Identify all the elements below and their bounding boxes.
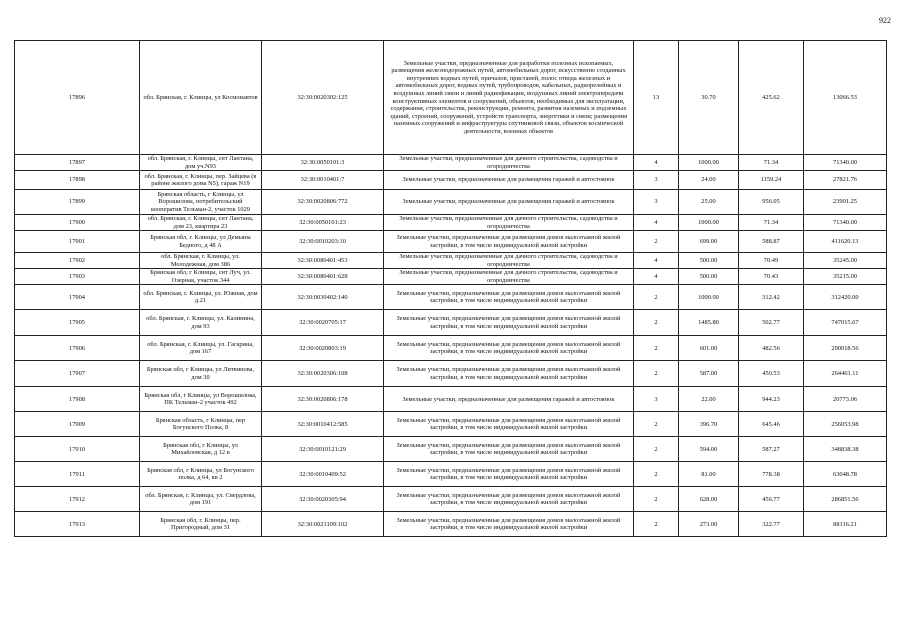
- group-cell: 2: [634, 285, 679, 310]
- row-number: 17902: [15, 253, 140, 269]
- cadastral-number-cell: 32:30:0010121:29: [262, 437, 384, 462]
- specific-value-cell: 312.42: [739, 285, 804, 310]
- area-cell: 1485.80: [679, 310, 739, 336]
- cadastral-number-cell: 32:30:0030402:140: [262, 285, 384, 310]
- table-row: [15, 231, 887, 253]
- area-cell: 25.00: [679, 190, 739, 215]
- table-row: [15, 387, 887, 412]
- land-use-cell: Земельные участки, предназначенные для размещения домов малоэтажной жилой застройки, в том числе индивидуальной жилой застройки: [384, 462, 634, 487]
- group-cell: 2: [634, 512, 679, 537]
- group-cell: 2: [634, 231, 679, 253]
- row-number: 17900: [15, 215, 140, 231]
- address-cell: Брянская обл, г Клинцы, ул Михайловская, д 12 в: [140, 437, 262, 462]
- row-number: 17897: [15, 155, 140, 171]
- specific-value-cell: 944.23: [739, 387, 804, 412]
- row-number: 17904: [15, 285, 140, 310]
- land-use-cell: Земельные участки, предназначенные для дачного строительства, садоводства и огородничества: [384, 269, 634, 285]
- cadastral-value-cell: 290018.56: [804, 336, 887, 361]
- row-number: 17911: [15, 462, 140, 487]
- land-use-cell: Земельные участки, предназначенные для дачного строительства, садоводства и огородничества: [384, 155, 634, 171]
- cadastral-number-cell: 32:30:0020302:125: [262, 41, 384, 155]
- group-cell: 4: [634, 253, 679, 269]
- group-cell: 3: [634, 171, 679, 190]
- area-cell: 22.00: [679, 387, 739, 412]
- row-number: 17912: [15, 487, 140, 512]
- row-number: 17910: [15, 437, 140, 462]
- cadastral-value-cell: 264461.11: [804, 361, 887, 387]
- specific-value-cell: 502.77: [739, 310, 804, 336]
- group-cell: 2: [634, 412, 679, 437]
- cadastral-number-cell: 32:30:0010203:10: [262, 231, 384, 253]
- page-number: 922: [879, 16, 891, 25]
- address-cell: обл. Брянская, г. Клинцы, снт Лантана, дом уч.N93: [140, 155, 262, 171]
- cadastral-value-cell: 411620.13: [804, 231, 887, 253]
- cadastral-number-cell: 32:30:0080401:628: [262, 269, 384, 285]
- table-row: [15, 253, 887, 269]
- land-use-cell: Земельные участки, предназначенные для размещения домов малоэтажной жилой застройки, в том числе индивидуальной жилой застройки: [384, 512, 634, 537]
- cadastral-value-cell: 20773.06: [804, 387, 887, 412]
- row-number: 17896: [15, 41, 140, 155]
- table-row: [15, 437, 887, 462]
- group-cell: 2: [634, 361, 679, 387]
- cadastral-number-cell: 32:30:0080401:453: [262, 253, 384, 269]
- group-cell: 2: [634, 487, 679, 512]
- row-number: 17905: [15, 310, 140, 336]
- area-cell: 1000.00: [679, 285, 739, 310]
- cadastral-value-cell: 256053.98: [804, 412, 887, 437]
- table-row: [15, 462, 887, 487]
- cadastral-number-cell: 32:30:0010412:585: [262, 412, 384, 437]
- table-row: [15, 285, 887, 310]
- group-cell: 3: [634, 190, 679, 215]
- area-cell: 500.00: [679, 253, 739, 269]
- cadastral-value-cell: 88116.21: [804, 512, 887, 537]
- address-cell: обл. Брянская, г. Клинцы, ул. Калинина, дом 93: [140, 310, 262, 336]
- land-use-cell: Земельные участки, предназначенные для размещения гаражей и автостоянок: [384, 171, 634, 190]
- row-number: 17908: [15, 387, 140, 412]
- specific-value-cell: 456.77: [739, 487, 804, 512]
- table-row: [15, 215, 887, 231]
- specific-value-cell: 71.34: [739, 215, 804, 231]
- table-row: [15, 171, 887, 190]
- land-use-cell: Земельные участки, предназначенные для размещения домов малоэтажной жилой застройки, в том числе индивидуальной жилой застройки: [384, 285, 634, 310]
- land-use-cell: Земельные участки, предназначенные для размещения домов малоэтажной жилой застройки, в том числе индивидуальной жилой застройки: [384, 336, 634, 361]
- address-cell: Брянская обл, г Клинцы, ул Богунского полка, д 64, кв 2: [140, 462, 262, 487]
- cadastral-value-cell: 312420.00: [804, 285, 887, 310]
- specific-value-cell: 70.43: [739, 269, 804, 285]
- cadastral-value-cell: 23901.25: [804, 190, 887, 215]
- group-cell: 2: [634, 336, 679, 361]
- cadastral-value-cell: 348838.38: [804, 437, 887, 462]
- cadastral-value-cell: 35215.00: [804, 269, 887, 285]
- land-use-cell: Земельные участки, предназначенные для размещения домов малоэтажной жилой застройки, в том числе индивидуальной жилой застройки: [384, 231, 634, 253]
- specific-value-cell: 450.53: [739, 361, 804, 387]
- address-cell: Брянская обл, г. Клинцы, ул Демьяна Бедного, д 48 А: [140, 231, 262, 253]
- group-cell: 2: [634, 310, 679, 336]
- cadastral-number-cell: 32:30:0010409:52: [262, 462, 384, 487]
- cadastral-value-cell: 71340.00: [804, 155, 887, 171]
- row-number: 17909: [15, 412, 140, 437]
- area-cell: 594.00: [679, 437, 739, 462]
- cadastral-value-cell: 13066.53: [804, 41, 887, 155]
- cadastral-number-cell: 32:30:0020803:19: [262, 336, 384, 361]
- land-use-cell: Земельные участки, предназначенные для размещения домов малоэтажной жилой застройки, в том числе индивидуальной жилой застройки: [384, 412, 634, 437]
- table-row: [15, 512, 887, 537]
- area-cell: 273.00: [679, 512, 739, 537]
- area-cell: 24.00: [679, 171, 739, 190]
- table-row: [15, 269, 887, 285]
- address-cell: обл. Брянская, г. Клинцы, снт Лантана, дом 23, квартира 23: [140, 215, 262, 231]
- land-use-cell: Земельные участки, предназначенные для размещения домов малоэтажной жилой застройки, в том числе индивидуальной жилой застройки: [384, 487, 634, 512]
- address-cell: обл. Брянская, г. Клинцы, ул. Свердлова, дом 191: [140, 487, 262, 512]
- address-cell: Брянская область, г Клинцы, пер Богунского Полка, 8: [140, 412, 262, 437]
- cadastral-number-cell: 32:30:0020305:94: [262, 487, 384, 512]
- cadastral-number-cell: 32:30:0010401:7: [262, 171, 384, 190]
- area-cell: 81.00: [679, 462, 739, 487]
- land-use-cell: Земельные участки, предназначенные для размещения домов малоэтажной жилой застройки, в том числе индивидуальной жилой застройки: [384, 310, 634, 336]
- address-cell: Брянская обл, г Клинцы, ул Ворошилова, ПК Тельман-2 участок 492: [140, 387, 262, 412]
- area-cell: 1000.00: [679, 155, 739, 171]
- table-row: [15, 310, 887, 336]
- cadastral-number-cell: 32:30:0020705:17: [262, 310, 384, 336]
- address-cell: обл. Брянская, г. Клинцы, ул. Южная, дом д.21: [140, 285, 262, 310]
- address-cell: Брянская обл, г. Клинцы, пер. Пригородный, дом 31: [140, 512, 262, 537]
- row-number: 17898: [15, 171, 140, 190]
- table-row: [15, 41, 887, 155]
- land-use-cell: Земельные участки, предназначенные для размещения гаражей и автостоянок: [384, 387, 634, 412]
- specific-value-cell: 425.62: [739, 41, 804, 155]
- specific-value-cell: 70.49: [739, 253, 804, 269]
- cadastral-value-cell: 63048.78: [804, 462, 887, 487]
- cadastral-number-cell: 32:30:0020306:108: [262, 361, 384, 387]
- address-cell: Брянская обл, г Клинцы, снт Луч, ул. Озерная, участок 344: [140, 269, 262, 285]
- cadastral-value-table: [14, 40, 887, 537]
- specific-value-cell: 778.38: [739, 462, 804, 487]
- group-cell: 2: [634, 462, 679, 487]
- table-row: [15, 336, 887, 361]
- address-cell: обл. Брянская, г. Клинцы, пер. Зайцева (в районе жилого дома N5), гараж N19: [140, 171, 262, 190]
- land-use-cell: Земельные участки, предназначенные для дачного строительства, садоводства и огородничества: [384, 215, 634, 231]
- cadastral-value-cell: 747015.67: [804, 310, 887, 336]
- specific-value-cell: 1159.24: [739, 171, 804, 190]
- table-row: [15, 190, 887, 215]
- specific-value-cell: 322.77: [739, 512, 804, 537]
- row-number: 17899: [15, 190, 140, 215]
- cadastral-value-cell: 71340.00: [804, 215, 887, 231]
- address-cell: обл. Брянская, г. Клинцы, ул. Молодежная, дом 386: [140, 253, 262, 269]
- specific-value-cell: 482.56: [739, 336, 804, 361]
- table-row: [15, 412, 887, 437]
- specific-value-cell: 588.87: [739, 231, 804, 253]
- group-cell: 13: [634, 41, 679, 155]
- area-cell: 1000.00: [679, 215, 739, 231]
- cadastral-value-cell: 35245.00: [804, 253, 887, 269]
- cadastral-value-cell: 286851.56: [804, 487, 887, 512]
- row-number: 17913: [15, 512, 140, 537]
- cadastral-number-cell: 32:30:0020806:772: [262, 190, 384, 215]
- specific-value-cell: 645.46: [739, 412, 804, 437]
- table-row: [15, 155, 887, 171]
- area-cell: 396.70: [679, 412, 739, 437]
- group-cell: 4: [634, 155, 679, 171]
- row-number: 17903: [15, 269, 140, 285]
- area-cell: 601.00: [679, 336, 739, 361]
- address-cell: обл. Брянская, г. Клинцы, ул Космонавтов: [140, 41, 262, 155]
- cadastral-number-cell: 32:30:0050101:3: [262, 155, 384, 171]
- address-cell: обл. Брянская, г. Клинцы, ул. Гагарина, дом 167: [140, 336, 262, 361]
- land-use-cell: Земельные участки, предназначенные для разработки полезных ископаемых, размещения железнодорожных путей, автомобильных дорог, искусственно созданных внутренних водных путей, причалов, пристаней, полос отвода железных и автомобильных дорог, водных путей, трубопроводов, кабельных, радиорелейных и воздушных линий связи и линий радиофикации, воздушных линий электропередачи конструктивных элементов и сооружений, объектов, необходимых для эксплуатации, содержания, строительства, реконструкции, ремонта, развития наземных и подземных зданий, строений, сооружений, устройств транспорта, энергетики и связи; размещения наземных сооружений и инфраструктуры спутниковой связи, объектов космической деятельности, военных объектов: [384, 41, 634, 155]
- group-cell: 3: [634, 387, 679, 412]
- table-row: [15, 361, 887, 387]
- cadastral-value-cell: 27821.76: [804, 171, 887, 190]
- table-row: [15, 487, 887, 512]
- land-use-cell: Земельные участки, предназначенные для размещения гаражей и автостоянок: [384, 190, 634, 215]
- cadastral-number-cell: 32:30:0021109:102: [262, 512, 384, 537]
- group-cell: 4: [634, 215, 679, 231]
- area-cell: 699.00: [679, 231, 739, 253]
- land-use-cell: Земельные участки, предназначенные для дачного строительства, садоводства и огородничества: [384, 253, 634, 269]
- specific-value-cell: 587.27: [739, 437, 804, 462]
- row-number: 17901: [15, 231, 140, 253]
- group-cell: 2: [634, 437, 679, 462]
- area-cell: 500.00: [679, 269, 739, 285]
- specific-value-cell: 956.05: [739, 190, 804, 215]
- land-use-cell: Земельные участки, предназначенные для размещения домов малоэтажной жилой застройки, в том числе индивидуальной жилой застройки: [384, 437, 634, 462]
- group-cell: 4: [634, 269, 679, 285]
- area-cell: 628.00: [679, 487, 739, 512]
- row-number: 17907: [15, 361, 140, 387]
- specific-value-cell: 71.34: [739, 155, 804, 171]
- address-cell: Брянская обл, г Клинцы, ул Литвинова, дом 30: [140, 361, 262, 387]
- area-cell: 587.00: [679, 361, 739, 387]
- cadastral-number-cell: 32:30:0050101:23: [262, 215, 384, 231]
- address-cell: Брянская область, г Клинцы, ул Ворошилова, потребительский кооператив Тельман-2, участок 1029: [140, 190, 262, 215]
- cadastral-number-cell: 32:30:0020806:178: [262, 387, 384, 412]
- area-cell: 30.70: [679, 41, 739, 155]
- land-use-cell: Земельные участки, предназначенные для размещения домов малоэтажной жилой застройки, в том числе индивидуальной жилой застройки: [384, 361, 634, 387]
- row-number: 17906: [15, 336, 140, 361]
